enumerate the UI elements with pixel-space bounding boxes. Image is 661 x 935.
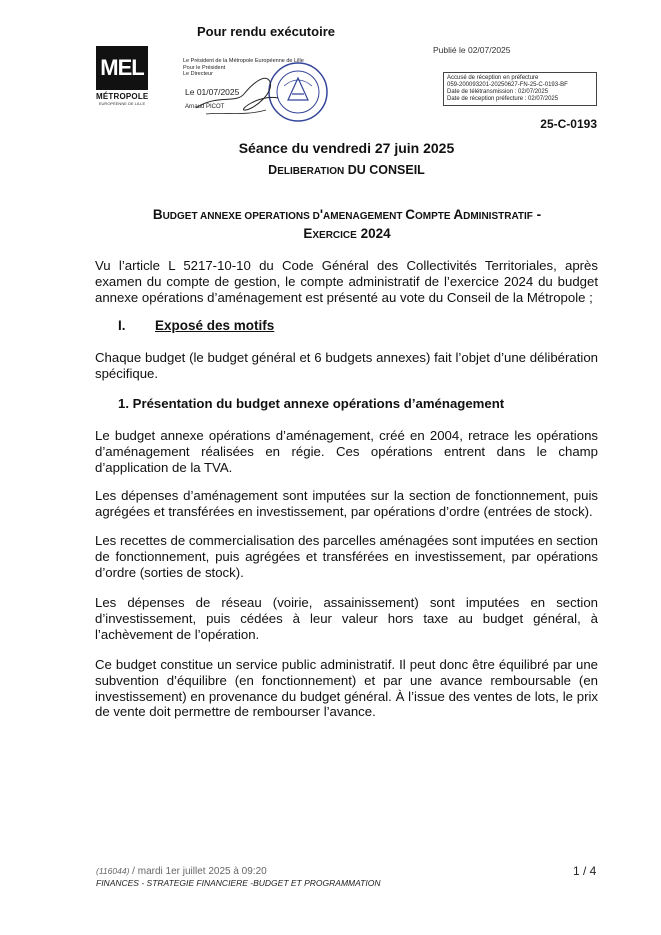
footer-date: / mardi 1er juillet 2025 à 09:20 xyxy=(129,866,267,877)
signature-line: Le Directeur xyxy=(183,71,213,77)
delib-initial: D xyxy=(268,163,278,177)
body-paragraph: Le budget annexe opérations d’aménagement, créé en 2004, retrace les opérations d’aménagement réalisées en régie. Ces opérations entrent dans le champ d’application de la TVA. xyxy=(95,428,598,475)
subsection-title: 1. Présentation du budget annexe opérations d’aménagement xyxy=(118,396,505,411)
title-line-2: EXERCICE 2024 xyxy=(303,226,391,241)
handwritten-signature-icon xyxy=(186,64,286,120)
receipt-line: 059-200093201-20250627-FN-25-C-0193-BF xyxy=(447,82,568,88)
receipt-line: Date de réception préfecture : 02/07/2025 xyxy=(447,96,559,102)
executory-notice: Pour rendu exécutoire xyxy=(197,24,335,39)
published-date: Publié le 02/07/2025 xyxy=(433,45,511,55)
logo-subtitle-2: EUROPÉENNE DE LILLE xyxy=(98,101,146,106)
footer-timestamp xyxy=(96,866,267,877)
delib-rest: DU CONSEIL xyxy=(344,163,425,177)
title-line-1: BUDGET ANNEXE OPERATIONS D'AMENAGEMENT COMPTE ADMINISTRATIF - xyxy=(152,207,542,222)
footer-department: FINANCES - STRATEGIE FINANCIERE -BUDGET ET PROGRAMMATION xyxy=(96,878,381,888)
body-paragraph: Les dépenses de réseau (voirie, assainissement) sont imputées en section d’investissement, puis cédées à leur valeur hors taxe au budget général, à l’achèvement de l’opération. xyxy=(95,595,598,642)
deliberation-heading xyxy=(0,163,661,177)
signature-line: Pour le Président xyxy=(183,64,226,71)
footer-code: (116044) xyxy=(96,866,130,876)
body-paragraph: Les dépenses d’aménagement sont imputées sur la section de fonctionnement, puis agrégées et transférées en investissement, par opérations d’ordre (entrées de stock). xyxy=(95,488,598,519)
document-title xyxy=(96,206,598,244)
signature-date: Le 01/07/2025 xyxy=(185,87,240,97)
body-paragraph: Les recettes de commercialisation des parcelles aménagées sont imputées en section de fonctionnement, puis agrégées et transférées en investissement, par opérations d’ordre (sorties de stock). xyxy=(95,533,598,580)
deliberation-reference: 25-C-0193 xyxy=(540,117,597,131)
body-paragraph: Ce budget constitue un service public administratif. Il peut donc être équilibré par une subvention d’équilibre (en fonctionnement) et par une avance remboursable (en investissement) en provenance du budget général. À l’issue des ventes de lots, le prix de vente doit permettre de rembourser l’avance. xyxy=(95,657,598,720)
delib-smallcaps: ELIBERATION xyxy=(277,166,345,177)
page-number: 1 / 4 xyxy=(573,864,597,878)
logo-subtitle: MÉTROPOLE xyxy=(96,92,149,101)
signature-line: Le Président de la Métropole Européenne de Lille xyxy=(183,58,304,64)
section-title: Exposé des motifs xyxy=(155,318,275,333)
intro-paragraph: Vu l’article L 5217-10-10 du Code Général des Collectivités Territoriales, après examen du compte de gestion, le compte administratif de l’exercice 2024 du budget annexe opérations d’aménagement est présenté au vote du Conseil de la Métropole ; xyxy=(95,258,598,305)
logo-mark: MEL xyxy=(96,46,148,90)
receipt-line: Date de télétransmission : 02/07/2025 xyxy=(447,89,549,95)
budget-paragraph: Chaque budget (le budget général et 6 budgets annexes) fait l’objet d’une délibération spécifique. xyxy=(95,350,598,381)
signature-name: Arnaud PICOT xyxy=(185,104,225,110)
session-heading: Séance du vendredi 27 juin 2025 xyxy=(238,140,455,156)
section-number: I. xyxy=(118,318,126,333)
prefecture-receipt-box xyxy=(443,72,597,106)
receipt-line: Accusé de réception en préfecture xyxy=(447,75,539,81)
mel-logo xyxy=(96,46,148,106)
